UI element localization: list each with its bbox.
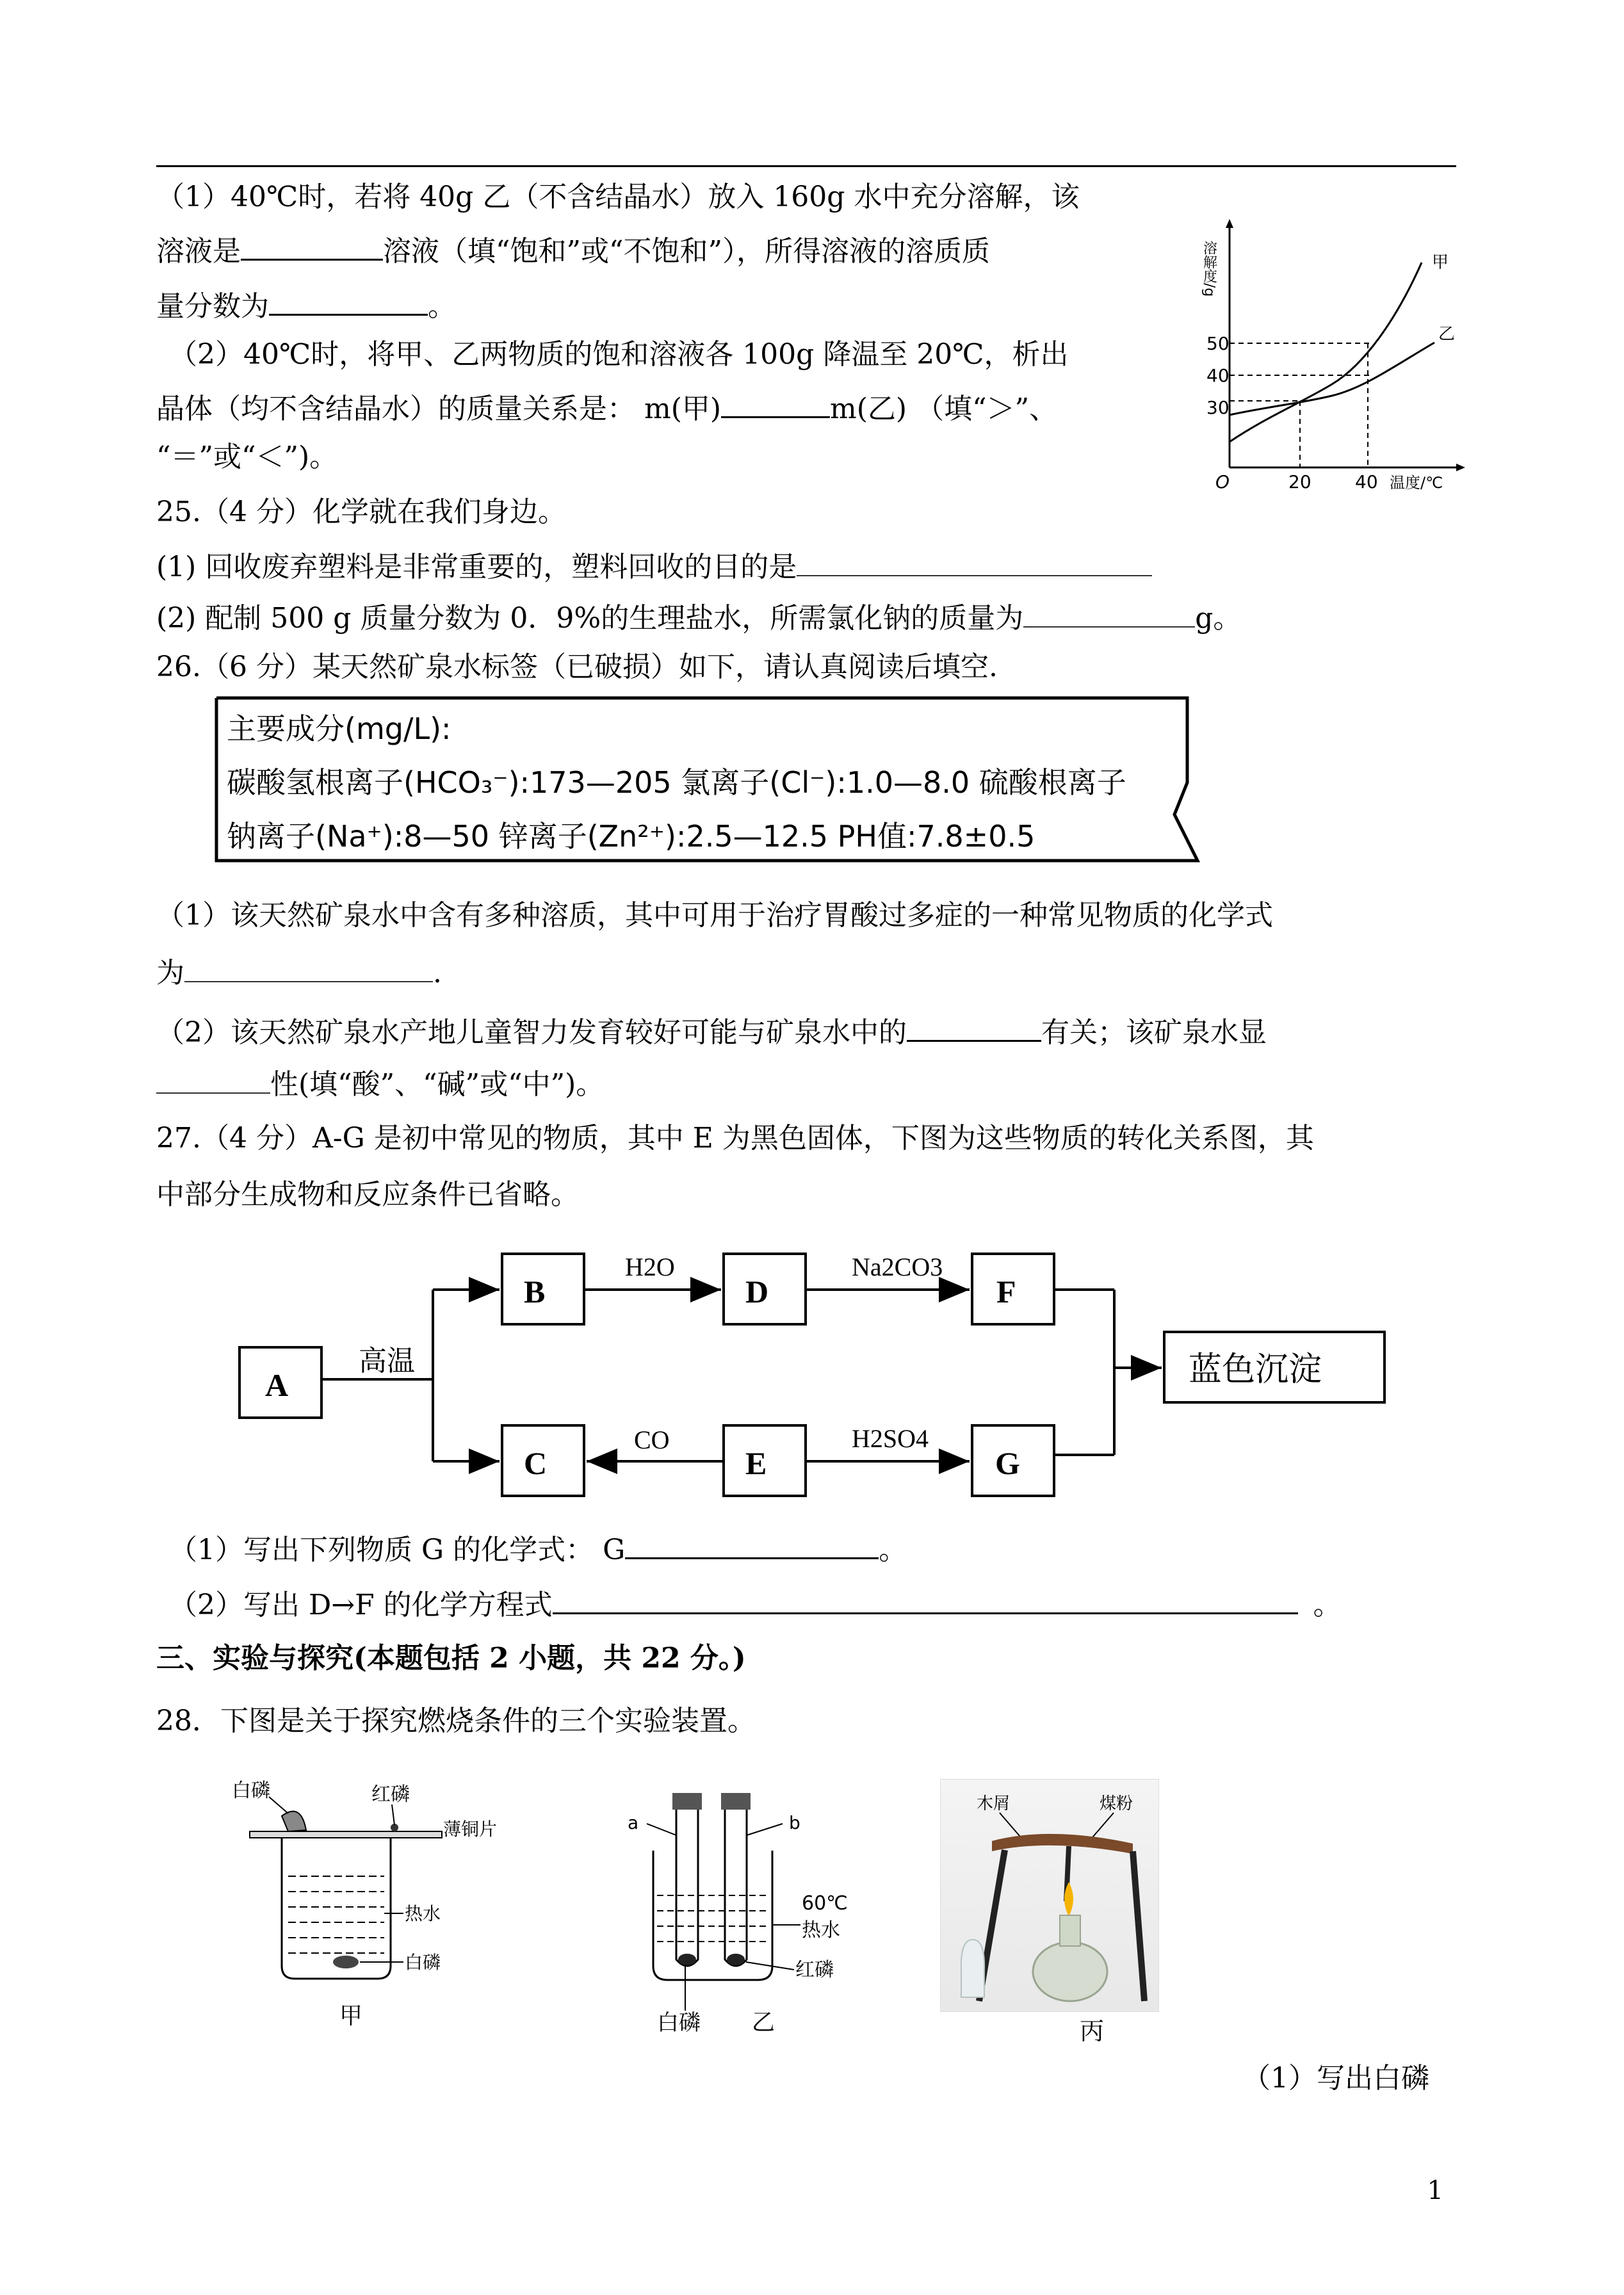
chart-ytick-40: 40 [1206,365,1230,386]
apparatus-jia [224,1774,557,2030]
chart-curve-jia [1230,263,1422,442]
q26-p2-line1: （2）该天然矿泉水产地儿童智力发育较好可能与矿泉水中的 有关；该矿泉水显 [156,1010,1267,1052]
q24-blank-compare[interactable] [721,387,830,418]
q24-p2-line2: 晶体（均不含结晶水）的质量关系是： m(甲) m(乙) （填“＞”、 [156,387,1057,428]
edge-label-na2co3: Na2CO3 [852,1253,943,1281]
q24-p1-line3: 量分数为 。 [156,284,456,326]
chart-origin: O [1215,471,1230,492]
chart-curve-yi [1230,343,1434,415]
chart-xtick-40: 40 [1355,471,1378,492]
yi-label-hot-water: 热水 [802,1919,840,1942]
q26-blank-ion[interactable] [907,1010,1041,1042]
edge-label-h2so4: H2SO4 [852,1424,929,1453]
page-number: 1 [1427,2176,1443,2205]
q27-title-line2: 中部分生成物和反应条件已省略。 [156,1178,579,1211]
q27-blank-g-formula[interactable] [625,1528,879,1559]
node-C-label: C [524,1445,548,1481]
bing-alcohol-lamp [1033,1942,1107,2001]
chart-ytick-30: 30 [1206,397,1230,418]
jia-white-p-bottom [333,1956,359,1968]
jia-copper-sheet [250,1831,442,1838]
yi-label-white-p: 白磷 [657,2010,701,2036]
node-F-label: F [996,1274,1016,1310]
conversion-flow-diagram [231,1236,1396,1511]
jia-label-copper: 薄铜片 [443,1819,498,1840]
edge-label-h2o: H2O [625,1253,675,1281]
label-line1: 主要成分(mg/L): [227,711,451,746]
q27-blank-equation[interactable] [553,1583,1298,1614]
q26-title: 26.（6 分）某天然矿泉水标签（已破损）如下，请认真阅读后填空. [156,651,998,683]
node-result-label: 蓝色沉淀 [1189,1352,1322,1388]
q27-p1: （1）写出下列物质 G 的化学式： G 。 [169,1528,907,1569]
label-line3: 钠离子(Na⁺):8—50 锌离子(Zn²⁺):2.5—12.5 PH值:7.8±0.5 [227,819,1035,854]
q26-p1-line2: 为 . [156,952,442,993]
node-B-label: B [524,1274,546,1310]
yi-caption: 乙 [752,2009,775,2036]
chart-xlabel: 温度/℃ [1390,474,1443,492]
q24-p2-line3: “＝”或“＜”)。 [156,441,338,473]
yi-stopper-b [721,1793,751,1810]
apparatus-yi [615,1774,884,2043]
bing-label-coal: 煤粉 [1100,1794,1133,1813]
q26-p2-line2: 性(填“酸”、“碱”或“中”)。 [156,1063,604,1104]
q26-blank-acidity[interactable] [156,1063,270,1094]
bing-label-sawdust: 木屑 [977,1794,1011,1813]
chart-ylabel: 溶解度/g [1201,241,1217,297]
solubility-chart [1201,211,1473,493]
bing-tripod-leg-2 [1133,1851,1144,2001]
edge-label-co: CO [634,1425,670,1454]
q25-item1: (1) 回收废弃塑料是非常重要的，塑料回收的目的是 [156,546,1152,587]
yi-stopper-a [672,1793,702,1810]
yi-label-a: a [628,1812,639,1833]
yi-red-p-dot [727,1954,745,1965]
label-line2: 碳酸氢根离子(HCO₃⁻):173—205 氯离子(Cl⁻):1.0—8.0 硫酸根离子 [227,765,1126,800]
q27-p2: （2）写出 D→F 的化学方程式 。 [169,1583,1342,1625]
yi-label-b: b [789,1812,800,1833]
q24-blank-saturation[interactable] [241,229,383,261]
yi-beaker [653,1851,772,1980]
node-G-label: G [995,1445,1020,1481]
jia-label-hot-water: 热水 [405,1903,441,1924]
bing-lamp-cap [961,1940,984,1997]
jia-caption: 甲 [339,2003,363,2029]
bing-copper-plate [992,1834,1133,1854]
q24-p1-line2: 溶液是 溶液（填“饱和”或“不饱和”），所得溶液的溶质质 [156,229,990,271]
q25-blank-purpose[interactable] [797,546,1152,576]
q25-title: 25.（4 分）化学就在我们身边。 [156,496,566,528]
yi-label-red-p: 红磷 [795,1959,834,1981]
jia-beaker [282,1838,391,1979]
yi-label-temp: 60℃ [802,1892,848,1915]
q27-title-line1: 27.（4 分）A-G 是初中常见的物质，其中 E 为黑色固体，下图为这些物质的转化关系图，其 [156,1122,1314,1155]
yi-tube-a [676,1810,698,1966]
bing-caption: 丙 [1080,2017,1105,2045]
chart-y-label [1201,241,1217,296]
yi-tube-b [725,1810,747,1966]
chart-series-jia: 甲 [1432,253,1449,272]
node-A-label: A [265,1367,289,1403]
apparatus-bing-photo [940,1779,1159,2012]
edge-label-high-temp: 高温 [359,1345,415,1377]
q26-blank-formula[interactable] [184,952,433,982]
jia-label-white-p-bottom: 白磷 [405,1952,441,1973]
q28-title: 28．下图是关于探究燃烧条件的三个实验装置。 [156,1705,756,1737]
header-rule [156,165,1456,167]
mineral-water-label [214,693,1198,866]
chart-xtick-20: 20 [1288,471,1311,492]
q26-p1-line1: （1）该天然矿泉水中含有多种溶质，其中可用于治疗胃酸过多症的一种常见物质的化学式 [156,899,1273,932]
jia-label-white-p-top: 白磷 [232,1780,270,1802]
q24-p2-line1: （2）40℃时，将甲、乙两物质的饱和溶液各 100g 降温至 20℃，析出 [169,338,1069,371]
jia-white-p-top [282,1812,306,1831]
chart-ytick-50: 50 [1206,333,1230,354]
q25-blank-nacl-mass[interactable] [1023,597,1195,628]
q28-tail: （1）写出白磷 [1242,2062,1429,2095]
q25-item2: (2) 配制 500 g 质量分数为 0．9%的生理盐水，所需氯化钠的质量为 g。 [156,597,1241,638]
section3-title: 三、实验与探究(本题包括 2 小题，共 22 分。) [156,1642,746,1675]
node-D-label: D [745,1274,769,1310]
node-E-label: E [745,1445,767,1481]
q24-p1-line1: （1）40℃时，若将 40g 乙（不含结晶水）放入 160g 水中充分溶解，该 [156,181,1080,213]
yi-white-p-dot [678,1954,696,1965]
chart-series-yi: 乙 [1438,325,1456,344]
q24-blank-mass-fraction[interactable] [269,284,428,316]
jia-label-red-p: 红磷 [371,1783,410,1806]
